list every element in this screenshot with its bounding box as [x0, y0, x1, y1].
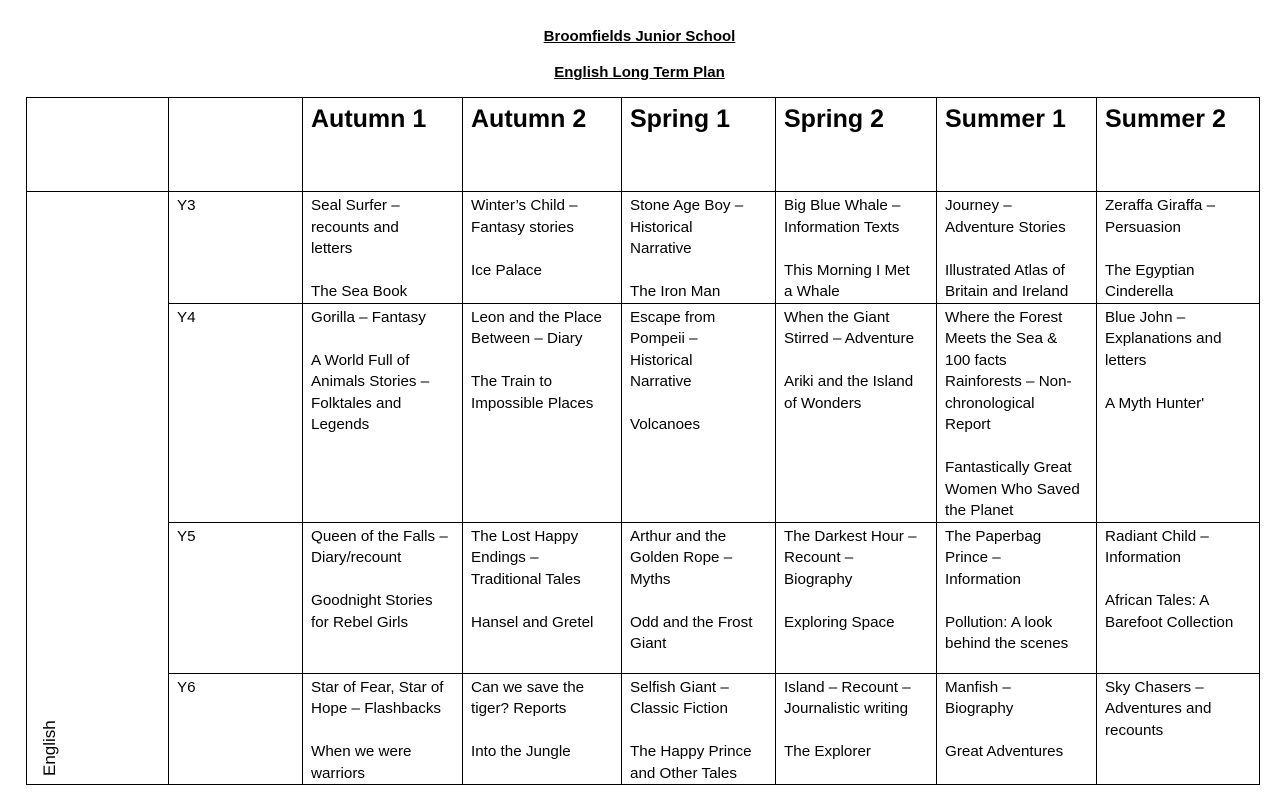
- cell-text: When the Giant: [784, 308, 890, 326]
- plan-cell: [622, 192, 776, 304]
- cell-text: This Morning I Met: [784, 261, 910, 279]
- cell-text: of Wonders: [784, 394, 862, 412]
- plan-cell: [463, 673, 622, 785]
- cell-text: The Egyptian: [1105, 261, 1195, 279]
- cell-text: [945, 720, 1088, 742]
- plan-cell: [776, 303, 937, 522]
- term-header: Autumn 2: [463, 98, 622, 192]
- long-term-plan-table: [26, 97, 1260, 785]
- cell-text: [630, 590, 767, 612]
- cell-text: A World Full of: [311, 351, 410, 369]
- plan-cell: [937, 673, 1097, 785]
- cell-text: Animals Stories –: [311, 373, 430, 390]
- cell-text: Ice Palace: [471, 261, 542, 279]
- cell-text: [630, 393, 767, 415]
- cell-text: for Rebel Girls: [311, 613, 409, 631]
- cell-text: Winter’s Child –: [471, 197, 578, 214]
- cell-text: recounts: [1105, 721, 1164, 739]
- cell-text: [784, 350, 928, 372]
- plan-cell: [1097, 303, 1260, 522]
- year-label: Y5: [169, 522, 303, 673]
- cell-text: Persuasion: [1105, 218, 1181, 236]
- plan-cell: [303, 522, 463, 673]
- header-row: [27, 98, 1260, 192]
- cell-text: Hope – Flashbacks: [311, 700, 442, 717]
- cell-text: When we were: [311, 743, 412, 760]
- year-label: Y3: [169, 192, 303, 304]
- term-header: Spring 1: [622, 98, 776, 192]
- plan-title: English Long Term Plan: [554, 64, 725, 81]
- cell-text: The Paperbag: [945, 527, 1042, 545]
- cell-text: letters: [311, 240, 353, 257]
- cell-text: Queen of the Falls –: [311, 527, 448, 545]
- header-blank-subject: [27, 98, 169, 192]
- cell-text: Narrative: [630, 240, 692, 257]
- cell-text: Leon and the Place: [471, 308, 602, 326]
- plan-cell: [463, 303, 622, 522]
- year-label: Y4: [169, 303, 303, 522]
- plan-cell: [463, 522, 622, 673]
- plan-cell: [1097, 673, 1260, 785]
- cell-text: Ariki and the Island: [784, 373, 914, 390]
- cell-text: Seal Surfer –: [311, 197, 400, 214]
- cell-text: Island – Recount –: [784, 678, 911, 696]
- cell-text: behind the scenes: [945, 635, 1069, 652]
- cell-text: [471, 350, 613, 372]
- table-row: [27, 192, 1260, 304]
- cell-text: Information Texts: [784, 218, 900, 236]
- cell-text: Information: [1105, 549, 1181, 566]
- cell-text: Britain and Ireland: [945, 283, 1069, 300]
- plan-cell: [303, 303, 463, 522]
- cell-text: letters: [1105, 351, 1147, 369]
- cell-text: Sky Chasers –: [1105, 678, 1204, 696]
- table-row: [27, 673, 1260, 785]
- cell-text: Legends: [311, 416, 370, 433]
- cell-text: [1105, 238, 1251, 260]
- cell-text: Journey –: [945, 197, 1012, 214]
- cell-text: Star of Fear, Star of: [311, 678, 444, 696]
- cell-text: [945, 238, 1088, 260]
- cell-text: The Happy Prince: [630, 743, 752, 760]
- cell-text: Diary/recount: [311, 549, 402, 566]
- plan-cell: [776, 192, 937, 304]
- cell-text: Traditional Tales: [471, 570, 581, 588]
- cell-text: Narrative: [630, 373, 692, 390]
- cell-text: Myths: [630, 570, 671, 588]
- cell-text: 100 facts: [945, 351, 1007, 369]
- cell-text: [471, 720, 613, 742]
- cell-text: Women Who Saved: [945, 480, 1080, 498]
- cell-text: warriors: [311, 764, 366, 782]
- cell-text: recounts and: [311, 218, 399, 236]
- header-blank-year: [169, 98, 303, 192]
- plan-cell: [303, 192, 463, 304]
- cell-text: Explanations and: [1105, 330, 1222, 347]
- cell-text: Report: [945, 416, 991, 433]
- cell-text: Folktales and: [311, 394, 402, 412]
- cell-text: Escape from: [630, 308, 716, 326]
- cell-text: The Train to: [471, 373, 553, 390]
- term-header: Autumn 1: [303, 98, 463, 192]
- plan-cell: [1097, 192, 1260, 304]
- cell-text: Adventure Stories: [945, 218, 1066, 236]
- plan-cell: [622, 303, 776, 522]
- cell-text: [630, 260, 767, 282]
- cell-text: Gorilla – Fantasy: [311, 308, 426, 326]
- cell-text: Radiant Child –: [1105, 527, 1209, 545]
- cell-text: Fantastically Great: [945, 459, 1072, 476]
- cell-text: [784, 590, 928, 612]
- cell-text: [311, 328, 454, 350]
- cell-text: [311, 720, 454, 742]
- cell-text: Arthur and the: [630, 527, 727, 545]
- plan-cell: [937, 303, 1097, 522]
- cell-text: Where the Forest: [945, 308, 1063, 326]
- cell-text: Manfish –: [945, 678, 1011, 696]
- cell-text: [311, 260, 454, 282]
- term-header: Summer 1: [937, 98, 1097, 192]
- cell-text: The Darkest Hour –: [784, 527, 917, 545]
- plan-cell: [622, 522, 776, 673]
- cell-text: Recount –: [784, 549, 854, 566]
- cell-text: The Iron Man: [630, 283, 721, 300]
- cell-text: [784, 238, 928, 260]
- cell-text: Fantasy stories: [471, 218, 574, 236]
- cell-text: chronological: [945, 394, 1035, 412]
- cell-text: Exploring Space: [784, 613, 895, 631]
- cell-text: Stirred – Adventure: [784, 330, 915, 347]
- cell-text: Cinderella: [1105, 283, 1174, 300]
- term-header: Summer 2: [1097, 98, 1260, 192]
- cell-text: The Sea Book: [311, 283, 408, 300]
- cell-text: Hansel and Gretel: [471, 613, 594, 631]
- plan-cell: [937, 522, 1097, 673]
- cell-text: the Planet: [945, 502, 1014, 519]
- cell-text: Barefoot Collection: [1105, 613, 1234, 631]
- cell-text: [471, 590, 613, 612]
- cell-text: Between – Diary: [471, 330, 583, 347]
- cell-text: Into the Jungle: [471, 743, 571, 760]
- cell-text: Pollution: A look: [945, 613, 1053, 631]
- cell-text: Big Blue Whale –: [784, 197, 901, 214]
- table-row: [27, 522, 1260, 673]
- cell-text: Odd and the Frost: [630, 613, 753, 631]
- plan-cell: [1097, 522, 1260, 673]
- cell-text: [784, 720, 928, 742]
- term-header: Spring 2: [776, 98, 937, 192]
- plan-cell: [303, 673, 463, 785]
- cell-text: Historical: [630, 218, 693, 236]
- cell-text: Adventures and: [1105, 700, 1212, 717]
- plan-cell: [776, 673, 937, 785]
- cell-text: and Other Tales: [630, 764, 737, 782]
- cell-text: Impossible Places: [471, 394, 594, 412]
- plan-cell: [776, 522, 937, 673]
- school-title: Broomfields Junior School: [543, 28, 736, 45]
- cell-text: Endings –: [471, 549, 539, 566]
- cell-text: Goodnight Stories: [311, 592, 433, 609]
- cell-text: Biography: [945, 700, 1014, 717]
- plan-cell: [622, 673, 776, 785]
- cell-text: [1105, 371, 1251, 393]
- cell-text: Giant: [630, 635, 667, 652]
- cell-text: [1105, 569, 1251, 591]
- cell-text: Rainforests – Non-: [945, 373, 1072, 390]
- cell-text: A Myth Hunter': [1105, 394, 1205, 412]
- year-label: Y6: [169, 673, 303, 785]
- cell-text: [945, 590, 1088, 612]
- cell-text: a Whale: [784, 283, 840, 300]
- cell-text: The Explorer: [784, 743, 871, 760]
- cell-text: Biography: [784, 570, 853, 588]
- table-row: [27, 303, 1260, 522]
- subject-label: English: [40, 720, 59, 776]
- cell-text: [471, 238, 613, 260]
- plan-cell: [937, 192, 1097, 304]
- cell-text: tiger? Reports: [471, 700, 567, 717]
- cell-text: Selfish Giant –: [630, 678, 729, 696]
- cell-text: Zeraffa Giraffa –: [1105, 197, 1216, 214]
- cell-text: Illustrated Atlas of: [945, 261, 1065, 279]
- cell-text: Classic Fiction: [630, 700, 728, 717]
- cell-text: Golden Rope –: [630, 549, 733, 566]
- cell-text: Stone Age Boy –: [630, 197, 744, 214]
- cell-text: Meets the Sea &: [945, 330, 1058, 347]
- cell-text: Journalistic writing: [784, 700, 909, 717]
- cell-text: Volcanoes: [630, 416, 701, 433]
- cell-text: Prince –: [945, 549, 1001, 566]
- cell-text: Historical: [630, 351, 693, 369]
- cell-text: [945, 436, 1088, 458]
- cell-text: [630, 720, 767, 742]
- cell-text: The Lost Happy: [471, 527, 579, 545]
- plan-cell: [463, 192, 622, 304]
- cell-text: African Tales: A: [1105, 592, 1210, 609]
- subject-cell: [27, 192, 169, 785]
- cell-text: [311, 569, 454, 591]
- cell-text: Blue John –: [1105, 308, 1186, 326]
- cell-text: Great Adventures: [945, 743, 1064, 760]
- cell-text: Information: [945, 570, 1021, 588]
- cell-text: Pompeii –: [630, 330, 698, 347]
- cell-text: Can we save the: [471, 678, 585, 696]
